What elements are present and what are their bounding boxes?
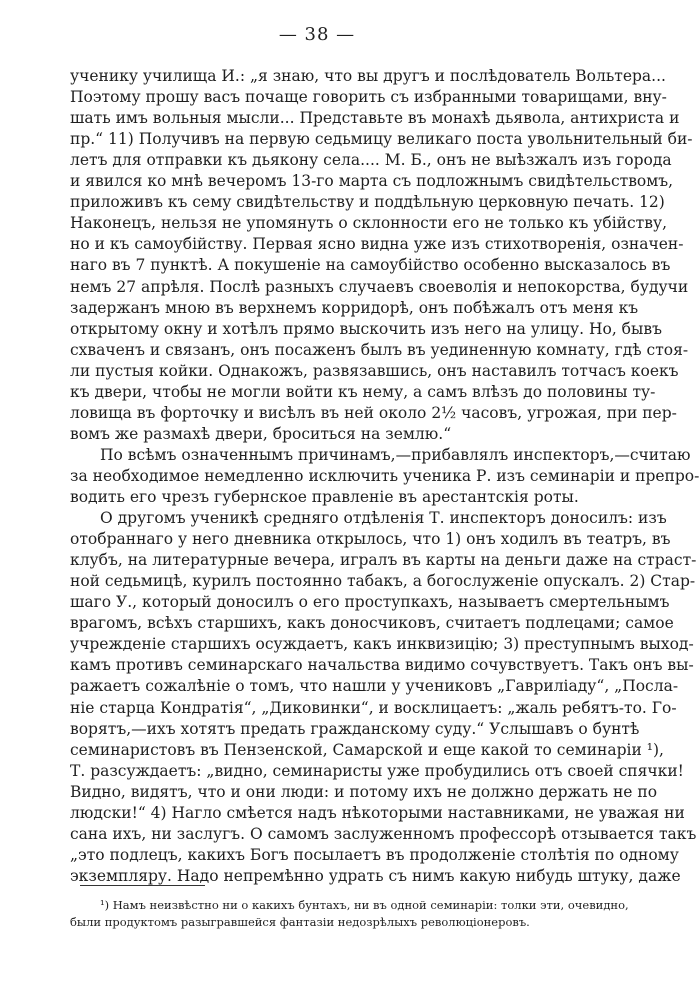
text-line: клубъ, на литературные вечера, игралъ въ карты на деньги даже на страст- bbox=[70, 551, 697, 570]
text-line: немъ 27 апрѣля. Послѣ разныхъ случаевъ своеволія и непокорства, будучи bbox=[70, 277, 689, 296]
text-line: шать имъ вольныя мысли... Представьте въ монахѣ дьявола, антихриста и bbox=[70, 109, 680, 128]
text-line: ворятъ,—ихъ хотятъ предать гражданскому суду.“ Услышавъ о бунтѣ bbox=[70, 719, 640, 738]
page-number: — 38 — bbox=[278, 24, 356, 45]
text-line: за необходимое немедленно исключить ученика Р. изъ семинаріи и препро- bbox=[70, 466, 699, 485]
footnote-rule bbox=[80, 885, 205, 886]
text-line: отобраннаго у него дневника открылось, что 1) онъ ходилъ въ театръ, въ bbox=[70, 530, 671, 549]
footnote-line: были продуктомъ разыгравшейся фантазіи недозрѣлыхъ революціонеровъ. bbox=[70, 915, 530, 929]
text-line: О другомъ ученикѣ средняго отдѣленія Т. инспекторъ доносилъ: изъ bbox=[100, 509, 667, 528]
text-line: ловища въ форточку и висѣлъ въ ней около 2½ часовъ, угрожая, при пер- bbox=[70, 403, 677, 422]
text-line: „это подлецъ, какихъ Богъ посылаетъ въ продолженіе столѣтія по одному bbox=[70, 845, 679, 864]
text-line: летъ для отправки къ дьякону села.... М. Б., онъ не выѣзжалъ изъ города bbox=[70, 151, 672, 170]
text-line: шаго У., который доносилъ о его проступкахъ, называетъ смертельнымъ bbox=[70, 593, 670, 612]
text-line: ной седьмицѣ, курилъ постоянно табакъ, а богослуженіе опускалъ. 2) Стар- bbox=[70, 572, 696, 591]
text-line: къ двери, чтобы не могли войти къ нему, а самъ влѣзъ до половины ту- bbox=[70, 382, 656, 401]
text-line: и явился ко мнѣ вечеромъ 13-го марта съ подложнымъ свидѣтельствомъ, bbox=[70, 172, 674, 191]
text-line: ли пустыя койки. Однакожъ, развязавшись, онъ наставилъ тотчасъ коекъ bbox=[70, 361, 679, 380]
text-line: ніе старца Кондратія“, „Диковинки“, и восклицаетъ: „жаль ребятъ-то. Го- bbox=[70, 698, 677, 717]
text-line: схваченъ и связанъ, онъ посаженъ былъ въ уединенную комнату, гдѣ стоя- bbox=[70, 340, 689, 359]
text-line: водить его чрезъ губернское правленіе въ арестантскія роты. bbox=[70, 488, 579, 506]
text-line: но и къ самоубійству. Первая ясно видна уже изъ стихотворенія, означен- bbox=[70, 235, 684, 254]
text-line: Наконецъ, нельзя не упомянуть о склонности его не только къ убійству, bbox=[70, 214, 668, 233]
text-line: камъ противъ семинарскаго начальства видимо сочувствуетъ. Такъ онъ вы- bbox=[70, 656, 694, 675]
text-line: По всѣмъ означеннымъ причинамъ,—прибавлялъ инспекторъ,—считаю bbox=[100, 445, 691, 464]
text-line: Видно, видятъ, что и они люди: и потому ихъ не должно держать не по bbox=[70, 782, 658, 801]
text-line: Поэтому прошу васъ почаще говорить съ избранными товарищами, вну- bbox=[70, 88, 667, 107]
text-line: пр.“ 11) Получивъ на первую седьмицу великаго поста увольнительный би- bbox=[70, 130, 693, 149]
text-line: врагомъ, всѣхъ старшихъ, какъ доносчиковъ, считаетъ подлецами; самое bbox=[70, 614, 674, 633]
text-line: Т. разсуждаетъ: „видно, семинаристы уже пробудились отъ своей спячки! bbox=[70, 761, 684, 780]
text-line: задержанъ мною въ верхнемъ корридорѣ, онъ побѣжалъ отъ меня къ bbox=[70, 298, 639, 317]
text-line: сана ихъ, ни заслугъ. О самомъ заслуженномъ профессорѣ отзывается такъ bbox=[70, 824, 697, 843]
text-line: экземпляру. Надо непремѣнно удрать съ нимъ какую нибудь штуку, даже bbox=[70, 866, 681, 885]
text-line: открытому окну и хотѣлъ прямо выскочить изъ него на улицу. Но, бывъ bbox=[70, 319, 662, 338]
text-line: ученику училища И.: „я знаю, что вы другъ и послѣдователь Вольтера... bbox=[70, 67, 666, 85]
text-line: людски!“ 4) Нагло смѣется надъ нѣкоторыми наставниками, не уважая ни bbox=[70, 803, 685, 822]
text-line: семинаристовъ въ Пензенской, Самарской и еще какой то семинаріи ¹), bbox=[70, 740, 664, 759]
text-line: вомъ же размахѣ двери, броситься на землю.“ bbox=[70, 424, 452, 443]
text-line: ражаетъ сожалѣніе о томъ, что нашли у учениковъ „Гавриліаду“, „Посла- bbox=[70, 677, 679, 696]
text-line: наго въ 7 пунктѣ. А покушеніе на самоубійство особенно высказалось въ bbox=[70, 256, 671, 275]
footnote-line: ¹) Намъ неизвѣстно ни о какихъ бунтахъ, ни въ одной семинаріи: толки эти, очевидно, bbox=[100, 898, 629, 912]
text-line: приложивъ къ сему свидѣтельству и поддѣльную церковную печать. 12) bbox=[70, 193, 665, 212]
text-line: учрежденіе старшихъ осуждаетъ, какъ инквизицію; 3) преступнымъ выход- bbox=[70, 635, 694, 654]
